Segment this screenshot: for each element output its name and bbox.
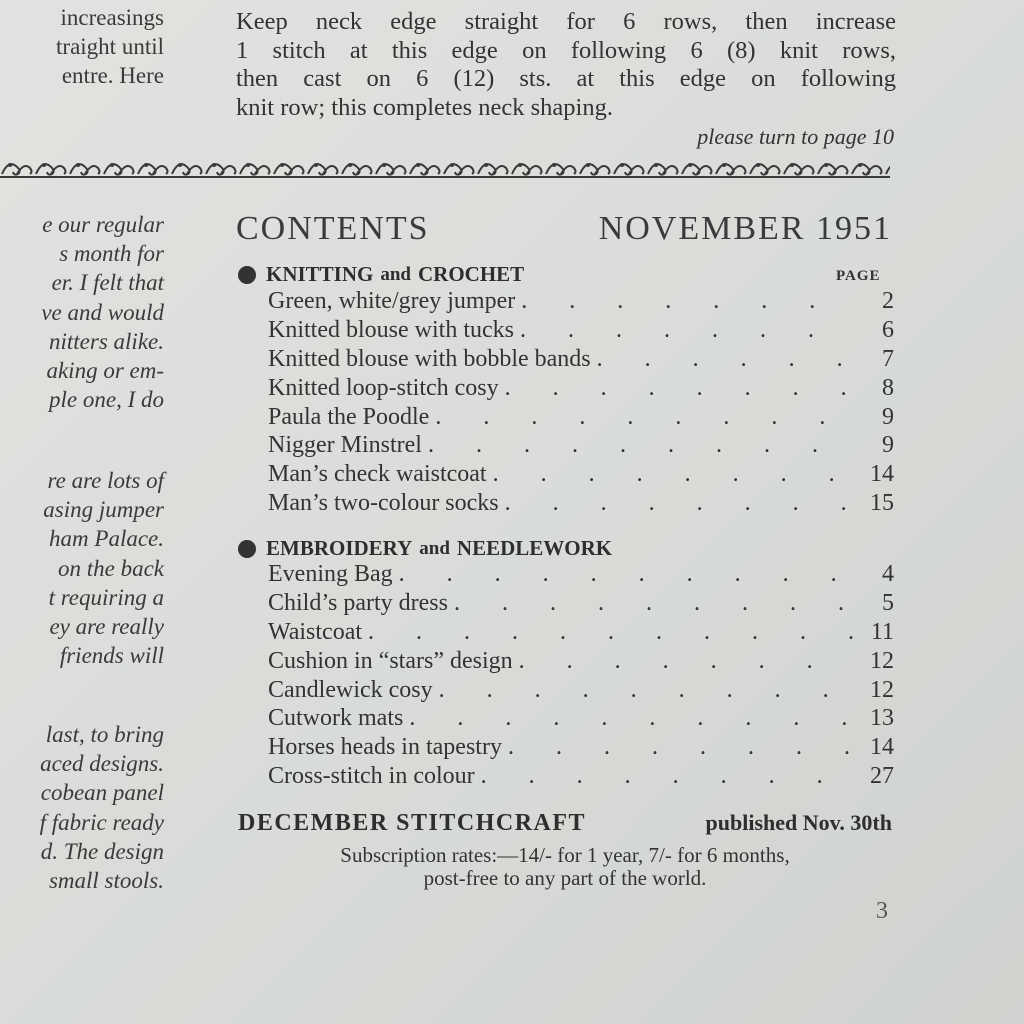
section-heading-and: and (380, 263, 411, 285)
toc-title: Evening Bag (268, 561, 393, 587)
instruction-line: then cast on 6 (12) sts. at this edge on following (236, 65, 896, 92)
toc-row (268, 647, 894, 676)
page-number: 3 (876, 898, 888, 924)
toc-row (268, 618, 894, 647)
ornamental-border (0, 154, 890, 180)
toc-list-embroidery (268, 560, 894, 791)
left-line: cobean panel (40, 780, 164, 806)
toc-row (268, 460, 894, 489)
toc-page: 15 (870, 490, 894, 517)
toc-title: Horses heads in tapestry (268, 734, 502, 761)
section-heading-knitting (238, 262, 524, 287)
toc-title: Knitted blouse with tucks (268, 316, 514, 343)
toc-title: Knitted blouse with bobble bands (268, 345, 591, 372)
toc-row (268, 431, 894, 460)
bullet-icon (238, 540, 256, 558)
toc-title: Nigger Minstrel (268, 432, 422, 459)
toc-page: 12 (870, 647, 894, 674)
turn-page-note: please turn to page 10 (697, 124, 894, 149)
left-column-paragraph-1 (0, 210, 164, 414)
toc-row (268, 704, 894, 733)
left-line: er. I felt that (51, 270, 164, 296)
page-column-label: PAGE (836, 268, 881, 284)
toc-row (268, 676, 894, 705)
left-line: f fabric ready (39, 809, 164, 835)
toc-page: 14 (870, 461, 894, 488)
toc-page: 4 (882, 561, 894, 587)
toc-title: Cushion in “stars” design (268, 647, 513, 674)
left-line: ple one, I do (49, 387, 164, 413)
left-line: nitters alike. (49, 328, 164, 354)
left-line: ey are really (49, 614, 164, 640)
section-heading-rest: CROCHET (418, 262, 525, 286)
toc-row (268, 374, 894, 403)
subscription-rates (240, 844, 890, 890)
toc-row (268, 733, 894, 762)
left-line: ham Palace. (49, 526, 164, 552)
toc-page: 9 (882, 432, 894, 459)
left-line: increasings (60, 5, 164, 30)
toc-row (268, 589, 894, 618)
instruction-line: 1 stitch at this edge on following 6 (8) knit rows, (236, 36, 896, 64)
left-column-paragraph-3 (0, 720, 164, 895)
toc-page: 14 (870, 734, 894, 761)
left-line: friends will (59, 643, 164, 669)
toc-row (268, 560, 894, 589)
toc-page: 8 (882, 374, 894, 401)
left-column-top (0, 3, 164, 91)
left-line: e our regular (42, 212, 164, 237)
toc-row (268, 287, 894, 316)
bullet-icon (238, 266, 256, 284)
next-issue-title: DECEMBER STITCHCRAFT (238, 810, 587, 836)
toc-row (268, 316, 894, 345)
toc-title: Child’s party dress (268, 589, 448, 616)
next-issue-date: published Nov. 30th (705, 810, 892, 835)
left-line: asing jumper (43, 497, 164, 523)
toc-page: 9 (882, 403, 894, 430)
toc-page: 5 (882, 589, 894, 616)
toc-title: Paula the Poodle (268, 403, 430, 430)
left-line: re are lots of (47, 468, 164, 493)
toc-list-knitting (268, 287, 894, 518)
toc-title: Waistcoat (268, 618, 363, 645)
toc-title: Man’s check waistcoat (268, 461, 487, 488)
toc-row (268, 345, 894, 374)
pattern-instructions (236, 8, 896, 122)
toc-page: 11 (870, 618, 894, 645)
contents-title: CONTENTS (236, 210, 430, 247)
left-line: traight until (56, 34, 164, 60)
section-heading-rest: NEEDLEWORK (456, 536, 613, 560)
toc-title: Green, white/grey jumper (268, 288, 516, 314)
left-line: on the back (57, 555, 164, 581)
subscription-line: post-free to any part of the world. (423, 866, 707, 890)
left-line: entre. Here (61, 63, 164, 89)
section-heading-main: KNITTING (266, 262, 374, 286)
toc-title: Candlewick cosy (268, 676, 433, 703)
left-line: aking or em- (46, 358, 164, 384)
subscription-line: Subscription rates:—14/- for 1 year, 7/- for 6 months, (340, 843, 790, 867)
toc-page: 27 (870, 763, 894, 790)
toc-page: 12 (870, 676, 894, 703)
contents-header (236, 210, 892, 248)
toc-page: 13 (870, 705, 894, 732)
left-line: d. The design (40, 838, 164, 864)
left-line: aced designs. (40, 751, 164, 777)
toc-title: Knitted loop-stitch cosy (268, 374, 499, 401)
toc-page: 2 (882, 288, 894, 314)
section-heading-and: and (419, 537, 450, 559)
left-line: small stools. (48, 868, 164, 894)
left-column-paragraph-2 (0, 466, 164, 670)
section-heading-main: EMBROIDERY (266, 536, 413, 560)
issue-date: NOVEMBER 1951 (598, 210, 892, 247)
left-line: ve and would (41, 299, 164, 325)
section-heading-embroidery (238, 536, 612, 561)
left-line: last, to bring (45, 722, 164, 747)
left-line: t requiring a (48, 584, 164, 610)
toc-title: Man’s two-colour socks (268, 490, 499, 517)
toc-title: Cutwork mats (268, 705, 404, 732)
toc-page: 7 (882, 345, 894, 372)
instruction-line: Keep neck edge straight for 6 rows, then increase (236, 8, 896, 35)
instruction-line: knit row; this completes neck shaping. (236, 93, 613, 121)
next-issue-notice (238, 810, 892, 837)
toc-page: 6 (882, 316, 894, 343)
toc-row (268, 403, 894, 432)
toc-row (268, 762, 894, 791)
left-line: s month for (59, 241, 164, 267)
toc-row (268, 489, 894, 518)
toc-title: Cross-stitch in colour (268, 763, 475, 790)
